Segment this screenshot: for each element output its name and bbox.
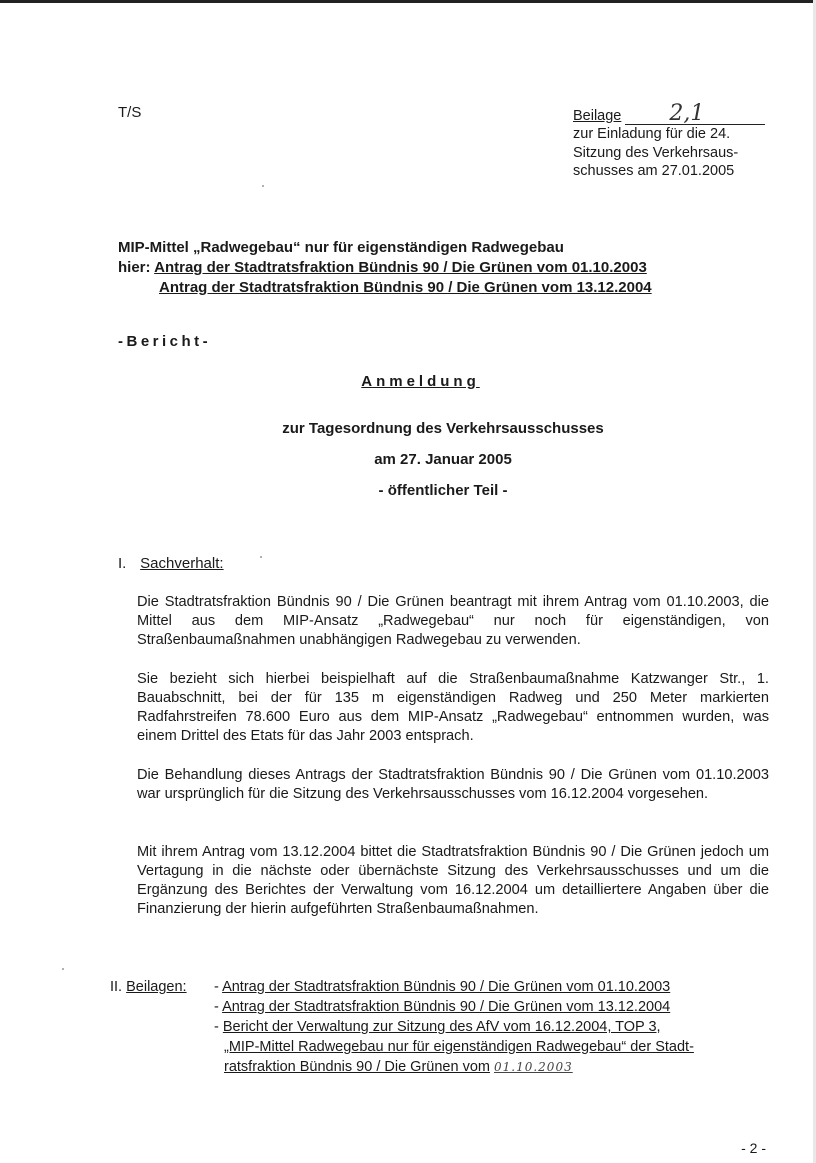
author-code: T/S: [118, 104, 142, 121]
referenced-motion-2: Antrag der Stadtratsfraktion Bündnis 90 / Die Grünen vom 13.12.2004: [159, 279, 652, 296]
anmeldung-text: Anmeldung: [361, 373, 480, 390]
attachment-item-3: Bericht der Verwaltung zur Sitzung des AfV vom 16.12.2004, TOP 3,: [222, 1019, 661, 1035]
attachment-item: - Antrag der Stadtratsfraktion Bündnis 90 / Die Grünen vom 13.12.2004: [214, 999, 671, 1015]
attachment-item: - Bericht der Verwaltung zur Sitzung des AfV vom 16.12.2004, TOP 3,: [214, 1019, 661, 1035]
attachment-item-cont: [214, 1037, 774, 1057]
paragraph-2: Sie bezieht sich hierbei beispielhaft auf die Straßenbaumaßnahme Katzwanger Str., 1. Bauabschnitt, bei der für 135 m eigenständigen Radweg und 250 Meter markierten Radfahrstreifen 78.600 Euro aus dem MIP-Ansatz „Radwegebau“ entnommen wurden, was einem Drittel des Etats für das Jahr 2003 entsprach.: [137, 671, 769, 744]
agenda-line-3: - öffentlicher Teil -: [378, 482, 508, 499]
beilage-label: Beilage: [573, 107, 622, 124]
attachment-item-3-line-2: „MIP-Mittel Radwegebau nur für eigenständigen Radwegebau“ der Stadt-: [224, 1039, 694, 1055]
attachment-item-1: Antrag der Stadtratsfraktion Bündnis 90 / Die Grünen vom 01.10.2003: [222, 979, 671, 995]
section-1-number: I.: [118, 555, 127, 572]
section-1-heading: [118, 555, 224, 572]
beilage-text-line: schusses am 27.01.2005: [573, 163, 735, 179]
agenda-line-1: zur Tagesordnung des Verkehrsausschusses: [282, 420, 604, 437]
section-2-label: Beilagen:: [126, 979, 187, 995]
attachment-item-cont: [214, 1057, 774, 1077]
paragraph-4: Mit ihrem Antrag vom 13.12.2004 bittet die Stadtratsfraktion Bündnis 90 / Die Grünen jedoch um Vertagung in die nächste oder übernächste Sitzung des Verkehrsausschusses und um die Ergänzung des Berichtes der Verwaltung vom 16.12.2004 um detailliertere Angaben über die Finanzierung der hierin aufgeführten Straßenbaumaßnahmen.: [137, 844, 769, 917]
attachment-item-3-line-3: ratsfraktion Bündnis 90 / Die Grünen vom: [224, 1059, 490, 1075]
scan-top-border: [0, 0, 816, 3]
attachment-item-2: Antrag der Stadtratsfraktion Bündnis 90 / Die Grünen vom 13.12.2004: [222, 999, 671, 1015]
hier-label: hier:: [118, 259, 151, 276]
beilage-text-line: zur Einladung für die 24.: [573, 126, 731, 142]
section-2-heading: [110, 977, 187, 997]
agenda-line-2: am 27. Januar 2005: [374, 451, 512, 468]
report-label: -Bericht-: [118, 333, 212, 350]
scan-speck: [62, 968, 64, 970]
subject-line: MIP-Mittel „Radwegebau“ nur für eigenständigen Radwegebau: [118, 239, 564, 256]
beilage-text-line: Sitzung des Verkehrsaus-: [573, 144, 739, 161]
page-number: - 2 -: [741, 1140, 766, 1156]
attachment-item: - Antrag der Stadtratsfraktion Bündnis 90 / Die Grünen vom 01.10.2003: [214, 979, 671, 995]
attachments-list: [214, 977, 774, 1077]
referenced-motion-1: Antrag der Stadtratsfraktion Bündnis 90 / Die Grünen vom 01.10.2003: [154, 259, 647, 276]
attachment-reference: [573, 101, 765, 181]
handwritten-date: 01.10.2003: [494, 1060, 573, 1074]
anmeldung-heading: [0, 373, 816, 390]
section-2-number: II.: [110, 979, 123, 995]
section-1-label: Sachverhalt:: [140, 555, 224, 572]
subject-hier-line: [118, 258, 652, 278]
scan-speck: [260, 556, 262, 558]
beilage-handwritten-number: 2,1: [625, 104, 765, 125]
document-subject: [118, 238, 652, 298]
paragraph-3: Die Behandlung dieses Antrags der Stadtratsfraktion Bündnis 90 / Die Grünen vom 01.10.2003 war ursprünglich für die Sitzung des Verkehrsausschusses vom 16.12.2004 vorgesehen.: [137, 767, 769, 802]
paragraph-1: Die Stadtratsfraktion Bündnis 90 / Die Grünen beantragt mit ihrem Antrag vom 01.10.2003, die Mittel aus dem MIP-Ansatz „Radwegebau“ nur noch für eigenständigen, von Straßenbaumaßnahmen unabhängigen Radwegebau zu verwenden.: [137, 594, 769, 648]
subject-hier-line-2: [118, 278, 652, 298]
scan-speck: [262, 185, 264, 187]
beilage-line: [573, 101, 765, 126]
